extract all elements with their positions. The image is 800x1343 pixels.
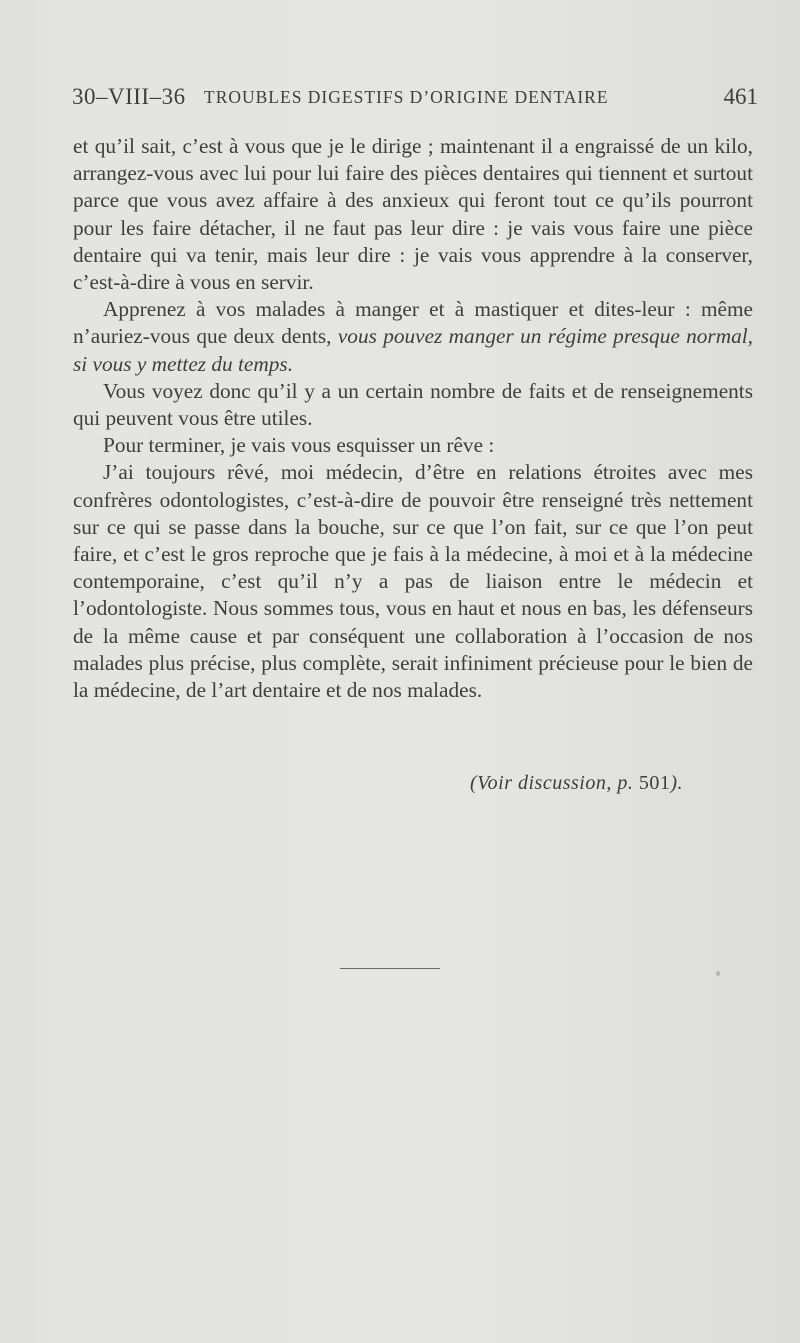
- paragraph-advice-italic: vous pouvez manger un régime presque normal, si vous y mettez du temps.: [73, 324, 753, 376]
- body-text: [73, 133, 753, 704]
- paragraph-summary: Vous voyez donc qu’il y a un certain nombre de faits et de renseignements qui peuvent vous être utiles.: [73, 378, 753, 431]
- paragraph-advice: [73, 296, 753, 378]
- paragraph-closing-intro: Pour terminer, je vais vous esquisser un rêve :: [103, 433, 495, 458]
- citation-open: (Voir discussion, p.: [470, 772, 639, 794]
- paragraph-advice-plain: Apprenez à vos malades à manger et à mastiquer et dites-leur : même n’auriez-vous que deux dents,: [73, 297, 753, 349]
- session-date: 30–VIII–36: [72, 84, 186, 109]
- section-end-rule: [340, 968, 440, 969]
- discussion-reference: [470, 772, 683, 795]
- page-number: 461: [723, 84, 758, 109]
- paragraph-continuation: et qu’il sait, c’est à vous que je le dirige ; maintenant il a engraissé de un kilo, arrangez-vous avec lui pour lui faire des pièces dentaires qui tiennent et surtout parce que vous avez affaire à des anxieux qui feront tout ce qu’ils pourront pour les faire détacher, il ne faut pas leur dire : je vais vous faire une pièce dentaire qui va tenir, mais leur dire : je vais vous apprendre à la conserver, c’est-à-dire à vous en servir.: [73, 134, 753, 295]
- paragraph-dream: J’ai toujours rêvé, moi médecin, d’être en relations étroites avec mes confrères odontologistes, c’est-à-dire de pouvoir être renseigné très nettement sur ce qui se passe dans la bouche, sur ce que l’on fait, sur ce que l’on peut faire, et c’est le gros reproche que je fais à la médecine, à moi et à la médecine contemporaine, c’est qu’il n’y a pas de liaison entre le médecin et l’odontologiste. Nous sommes tous, vous en haut et nous en bas, les défenseurs de la même cause et par conséquent une collaboration à l’occasion de nos malades plus précise, plus complète, serait infiniment précieuse pour le bien de la médecine, de l’art dentaire et de nos malades.: [73, 460, 753, 703]
- chapter-title: TROUBLES DIGESTIFS D’ORIGINE DENTAIRE: [204, 87, 609, 107]
- running-head: [72, 84, 758, 114]
- citation-page: 501: [638, 772, 671, 794]
- paper-speck: [716, 971, 720, 976]
- citation-close: ).: [670, 772, 684, 794]
